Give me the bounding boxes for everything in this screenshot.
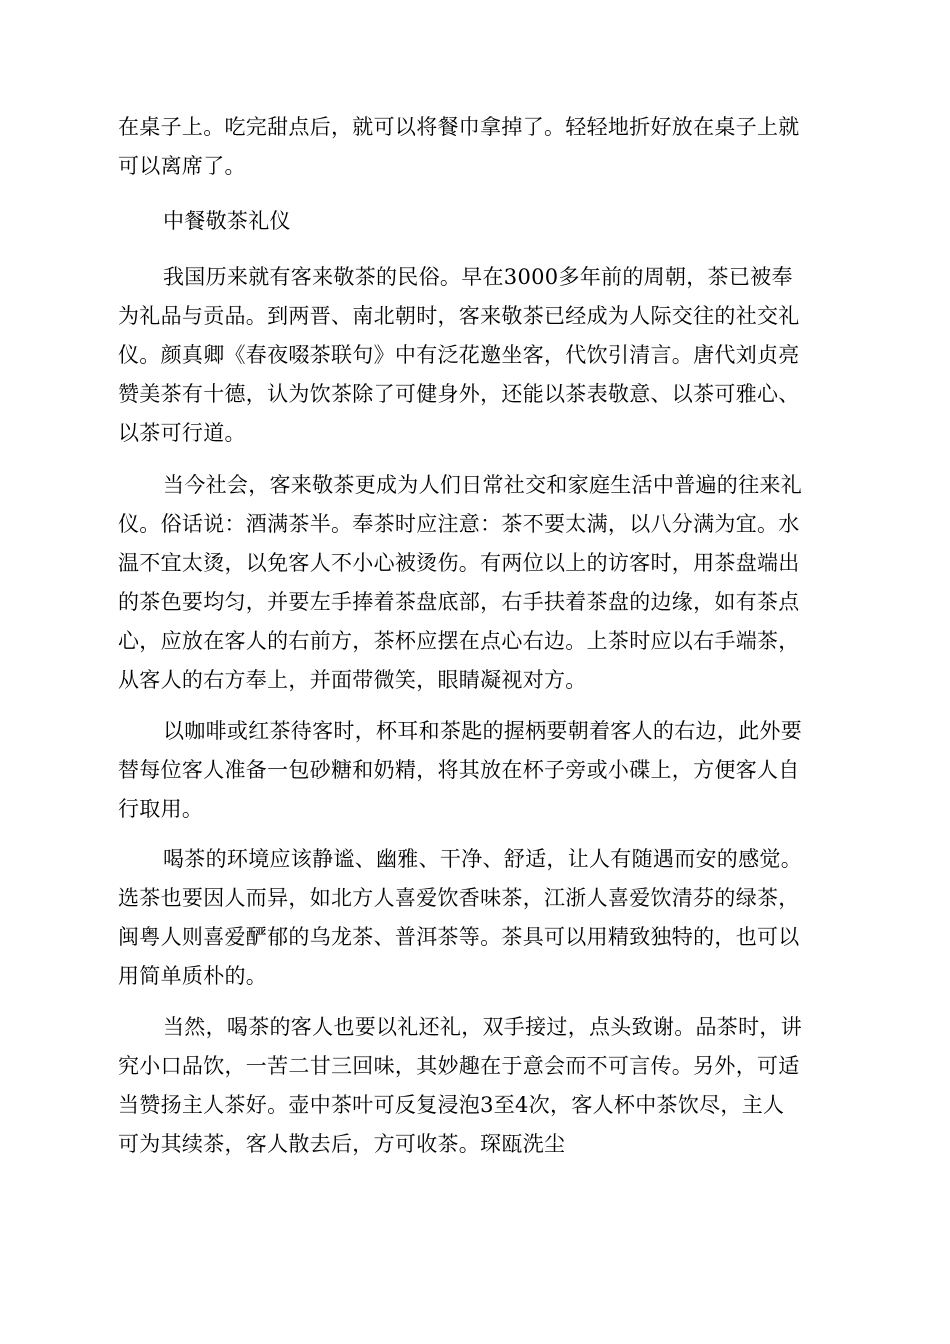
paragraph-line: 替每位客人准备一包砂糖和奶精，将其放在杯子旁或小碟上，方便客人自 [118, 758, 800, 782]
paragraph-line: 的茶色要均匀，并要左手捧着茶盘底部，右手扶着茶盘的边缘，如有茶点 [118, 590, 800, 614]
paragraph-line: 以茶可行道。 [118, 421, 246, 445]
paragraph-line: 可为其续茶，客人散去后，方可收茶。琛瓯洗尘 [118, 1132, 566, 1156]
paragraph-guest [118, 1008, 838, 1164]
section-heading [118, 202, 838, 241]
paragraph-line: 究小口品饮，一苦二甘三回味，其妙趣在于意会而不可言传。另外，可适 [118, 1054, 800, 1078]
paragraph-line: 闽粤人则喜爱酽郁的乌龙茶、普洱茶等。茶具可以用精致独特的，也可以 [118, 925, 800, 949]
paragraph-line: 当然，喝茶的客人也要以礼还礼，双手接过，点头致谢。品茶时，讲 [163, 1015, 802, 1039]
paragraph-line: 当赞扬主人茶好。壶中茶叶可反复浸泡3至4次，客人杯中茶饮尽，主人 [118, 1093, 785, 1117]
paragraph-line: 仪。俗话说：酒满茶半。奉茶时应注意：茶不要太满，以八分满为宜。水 [118, 512, 800, 536]
paragraph-line: 赞美茶有十德，认为饮茶除了可健身外，还能以茶表敬意、以茶可雅心、 [118, 382, 800, 406]
paragraph-line: 仪。颜真卿《春夜啜茶联句》中有泛花邀坐客，代饮引清言。唐代刘贞亮 [118, 343, 800, 367]
paragraph-line: 行取用。 [118, 797, 204, 821]
paragraph-modern [118, 466, 838, 700]
paragraph-history [118, 258, 838, 453]
paragraph-line: 用简单质朴的。 [118, 964, 268, 988]
paragraph-line: 心，应放在客人的右前方，茶杯应摆在点心右边。上茶时应以右手端茶， [118, 629, 800, 653]
paragraph-environment [118, 840, 838, 996]
intro-paragraph [118, 108, 838, 186]
paragraph-line: 为礼品与贡品。到两晋、南北朝时，客来敬茶已经成为人际交往的社交礼 [118, 304, 800, 328]
paragraph-line: 喝茶的环境应该静谧、幽雅、干净、舒适，让人有随遇而安的感觉。 [163, 847, 802, 871]
paragraph-line: 在桌子上。吃完甜点后，就可以将餐巾拿掉了。轻轻地折好放在桌子上就 [118, 115, 800, 139]
paragraph-line: 温不宜太烫，以免客人不小心被烫伤。有两位以上的访客时，用茶盘端出 [118, 551, 800, 575]
paragraph-line: 当今社会，客来敬茶更成为人们日常社交和家庭生活中普遍的往来礼 [163, 473, 802, 497]
paragraph-line: 从客人的右方奉上，并面带微笑，眼睛凝视对方。 [118, 668, 587, 692]
heading-text: 中餐敬茶礼仪 [163, 209, 291, 233]
paragraph-line: 我国历来就有客来敬茶的民俗。早在3000多年前的周朝，茶已被奉 [163, 265, 793, 289]
paragraph-line: 选茶也要因人而异，如北方人喜爱饮香味茶，江浙人喜爱饮清芬的绿茶， [118, 886, 800, 910]
paragraph-line: 可以离席了。 [118, 154, 246, 178]
paragraph-line: 以咖啡或红茶待客时，杯耳和茶匙的握柄要朝着客人的右边，此外要 [163, 719, 802, 743]
paragraph-coffee [118, 712, 838, 829]
